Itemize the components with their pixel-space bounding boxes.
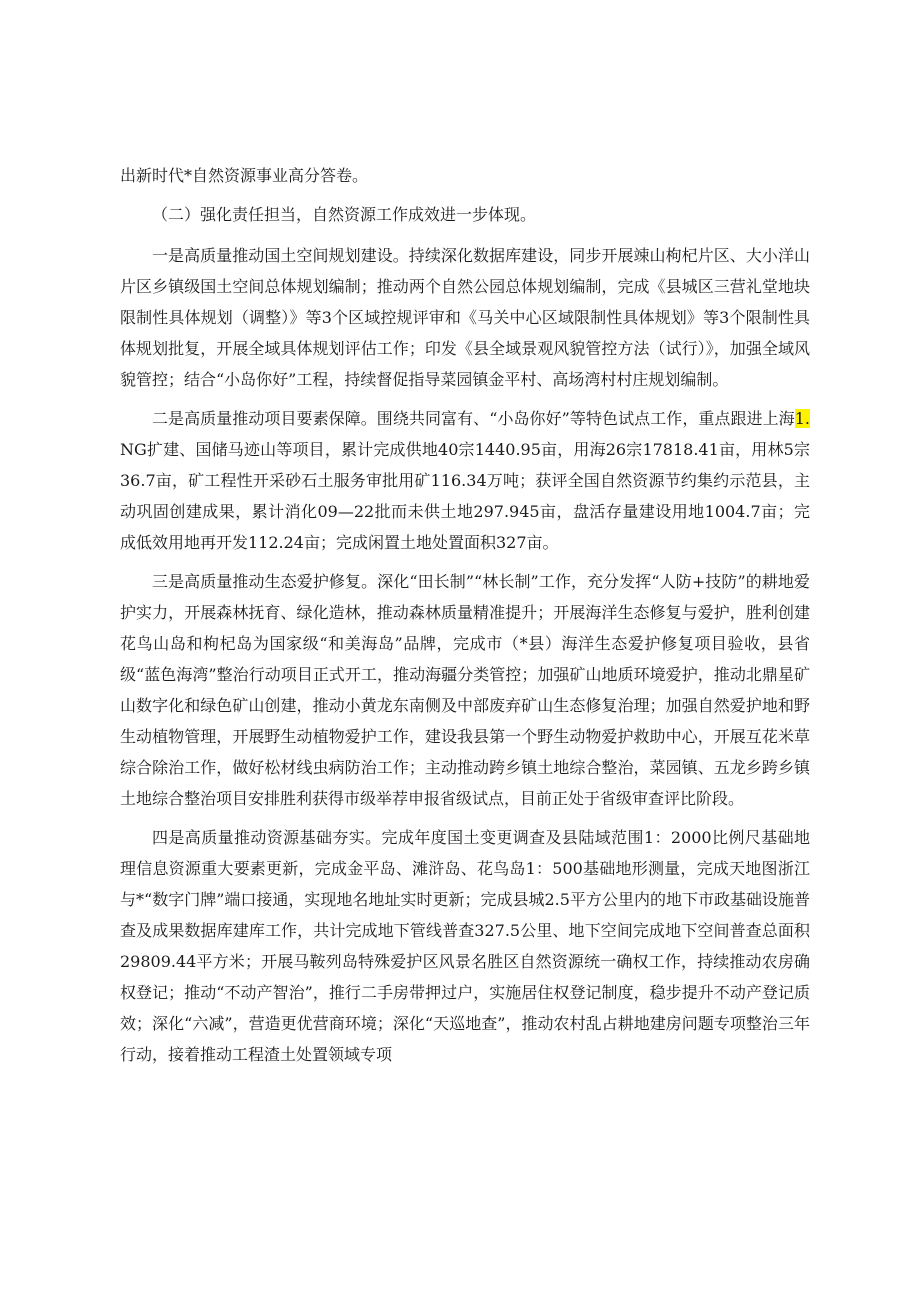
paragraph-planning: 一是高质量推动国土空间规划建设。持续深化数据库建设，同步开展竦山枸杞片区、大小洋山片区乡镇级国土空间总体规划编制；推动两个自然公园总体规划编制，完成《县城区三营礼堂地块限制性具体规划（调整）》等3个区域控规评审和《马关中心区域限制性具体规划》等3个限制性具体规划批复，开展全域具体规划评估工作；印发《县全域景观风貌管控方法（试行）》，加强全域风貌管控；结合“小岛你好”工程，持续督促指导菜园镇金平村、高场湾村村庄规划编制。 bbox=[120, 246, 810, 389]
paragraph-text-segment: NG扩建、国储马迹山等项目，累计完成供地40宗1440.95亩，用海26宗17818.41亩，用林5宗36.7亩，矿工程性开采砂石土服务审批用矿116.34万吨；获评全国自然资源节约集约示范县，主动巩固创建成果，累计消化09—22批而未供土地297.945亩，盘活存量建设用地1004.7亩；完成低效用地再开发112.24亩；完成闲置土地处置面积327亩。 bbox=[120, 440, 810, 552]
section-heading: （二）强化责任担当，自然资源工作成效进一步体现。 bbox=[152, 205, 537, 224]
paragraph-ecology: 三是高质量推动生态爱护修复。深化“田长制”“林长制”工作，充分发挥“人防+技防”的耕地爱护实力，开展森林抚育、绿化造林，推动森林质量精准提升；开展海洋生态修复与爱护，胜利创建花鸟山岛和枸杞岛为国家级“和美海岛”品牌，完成市（*县）海洋生态爱护修复项目验收，县省级“蓝色海湾”整治行动项目正式开工，推动海疆分类管控；加强矿山地质环境爱护，推动北鼎星矿山数字化和绿色矿山创建，推动小黄龙东南侧及中部废弃矿山生态修复治理；加强自然爱护地和野生动植物管理，开展野生动植物爱护工作，建设我县第一个野生动物爱护救助中心，开展互花米草综合除治工作，做好松材线虫病防治工作；主动推动跨乡镇土地综合整治，菜园镇、五龙乡跨乡镇土地综合整治项目安排胜利获得市级举荐申报省级试点，目前正处于省级审查评比阶段。 bbox=[120, 572, 810, 808]
highlighted-text: 1. bbox=[794, 409, 810, 428]
document-body bbox=[120, 160, 810, 1078]
paragraph-resource-foundation: 四是高质量推动资源基础夯实。完成年度国土变更调查及县陆域范围1：2000比例尺基础地理信息资源重大要素更新，完成金平岛、滩浒岛、花鸟岛1：500基础地形测量，完成天地图浙江与*“数字门牌”端口接通，实现地名地址实时更新；完成县城2.5平方公里内的地下市政基础设施普查及成果数据库建库工作，共计完成地下管线普查327.5公里、地下空间完成地下空间普查总面积29809.44平方米；开展马鞍列岛特殊爱护区风景名胜区自然资源统一确权工作，持续推动农房确权登记；推动“不动产智治”，推行二手房带押过户，实施居住权登记制度，稳步提升不动产登记质效；深化“六减”，营造更优营商环境；深化“天巡地查”，推动农村乱占耕地建房问题专项整治三年行动，接着推动工程渣土处置领域专项 bbox=[120, 828, 810, 1064]
paragraph-project-support bbox=[120, 403, 810, 558]
paragraph-text-segment: 二是高质量推动项目要素保障。围绕共同富有、“小岛你好”等特色试点工作，重点跟进上海 bbox=[152, 409, 795, 428]
paragraph-continuation: 出新时代*自然资源事业高分答卷。 bbox=[120, 166, 369, 185]
